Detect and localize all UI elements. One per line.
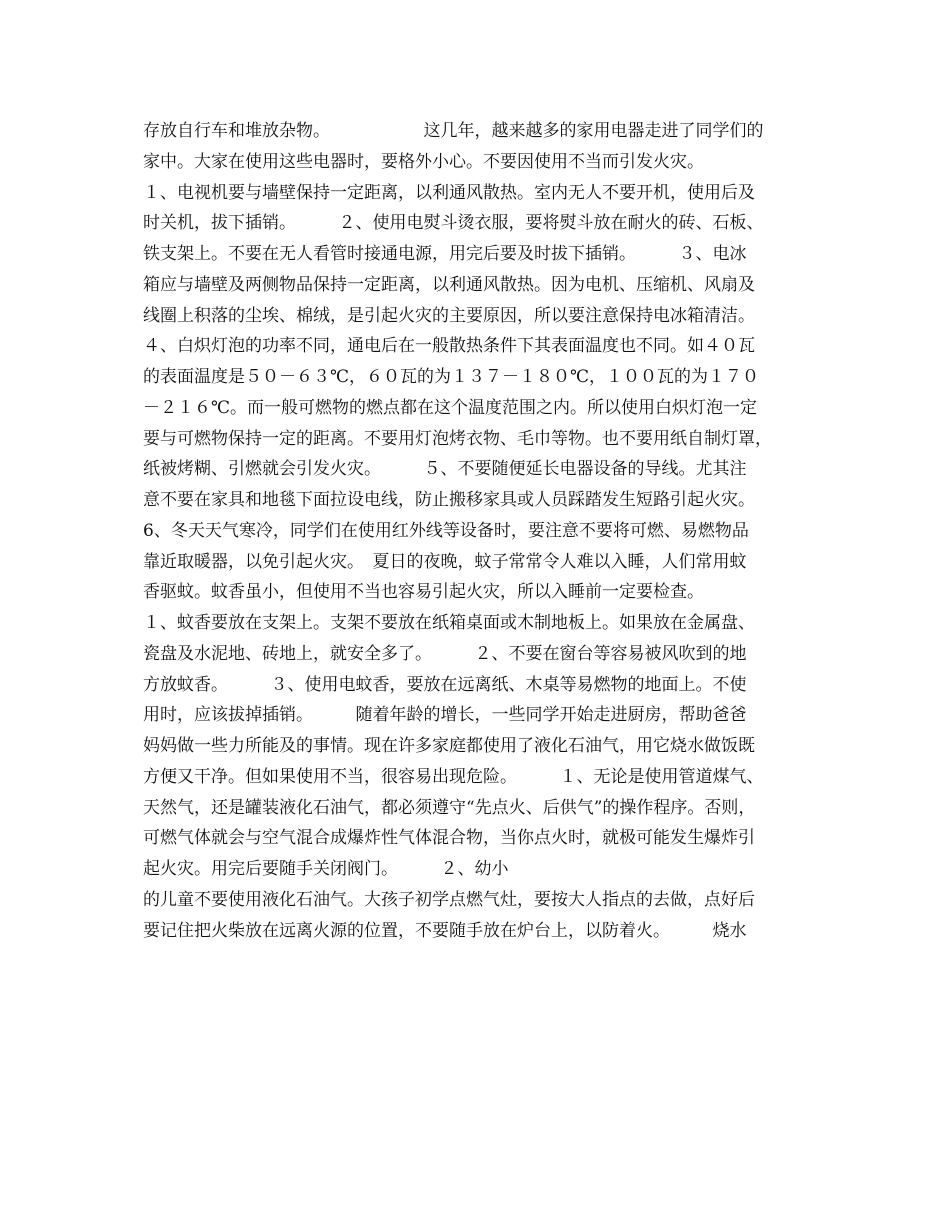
text-line: 靠近取暖器，以免引起火灾。 夏日的夜晚，蚊子常常令人难以入睡，人们常用蚊 xyxy=(143,551,747,572)
text-line: 箱应与墙壁及两侧物品保持一定距离，以利通风散热。因为电机、压缩机、风扇及 xyxy=(143,274,755,295)
text-line: 香驱蚊。蚊香虽小，但使用不当也容易引起火灾，所以入睡前一定要检查。 xyxy=(143,582,704,603)
text-line: 要记住把火柴放在远离火源的位置，不要随手放在炉台上，以防着火。 烧水 xyxy=(143,920,747,941)
text-line: 方放蚊香。 ３、使用电蚊香，要放在远离纸、木桌等易燃物的地面上。不使 xyxy=(143,674,747,695)
text-line: １、蚊香要放在支架上。支架不要放在纸箱桌面或木制地板上。如果放在金属盘、 xyxy=(143,613,755,633)
text-line: 瓷盘及水泥地、砖地上，就安全多了。 ２、不要在窗台等容易被风吹到的地 xyxy=(143,643,747,664)
text-line: 方便又干净。但如果使用不当，很容易出现危险。 １、无论是使用管道煤气、 xyxy=(143,766,764,787)
text-line: 线圈上积落的尘埃、棉绒，是引起火灾的主要原因，所以要注意保持电冰箱清洁。 xyxy=(143,305,755,326)
text-line: 天然气，还是罐装液化石油气，都必须遵守“先点火、后供气”的操作程序。否则， xyxy=(143,797,756,818)
text-line: 用时，应该拔掉插销。 随着年龄的增长，一些同学开始走进厨房，帮助爸爸 xyxy=(143,705,747,726)
text-line: 的儿童不要使用液化石油气。大孩子初学点燃气灶，要按大人指点的去做，点好后 xyxy=(143,889,755,910)
text-line: 纸被烤糊、引燃就会引发火灾。 ５、不要随便延长电器设备的导线。尤其注 xyxy=(143,459,747,480)
text-line: 意不要在家具和地毯下面拉设电线，防止搬移家具或人员踩踏发生短路引起火灾。 xyxy=(143,490,755,510)
text-line: 家中。大家在使用这些电器时，要格外小心。不要因使用不当而引发火灾。 xyxy=(143,151,704,172)
text-line: 6、冬天天气寒冷，同学们在使用红外线等设备时，要注意不要将可燃、易燃物品 xyxy=(143,520,749,541)
text-line: －２１６℃。而一般可燃物的燃点都在这个温度范围之内。所以使用白炽灯泡一定 xyxy=(143,397,758,418)
text-line: 存放自行车和堆放杂物。 这几年，越来越多的家用电器走进了同学们的 xyxy=(143,121,764,141)
body-text xyxy=(143,116,823,946)
text-line: 的表面温度是５０－６３℃，６０瓦的为１３７－１８０℃，１００瓦的为１７０ xyxy=(143,367,760,387)
text-line: 铁支架上。不要在无人看管时接通电源，用完后要及时拔下插销。 ３、电冰 xyxy=(143,244,747,264)
text-line: 妈妈做一些力所能及的事情。现在许多家庭都使用了液化石油气，用它烧水做饭既 xyxy=(143,736,755,756)
text-line: 时关机，拔下插销。 ２、使用电熨斗烫衣服，要将熨斗放在耐火的砖、石板、 xyxy=(143,213,764,234)
text-line: 可燃气体就会与空气混合成爆炸性气体混合物，当你点火时，就极可能发生爆炸引 xyxy=(143,828,755,849)
text-line: ４、白炽灯泡的功率不同，通电后在一般散热条件下其表面温度也不同。如４０瓦 xyxy=(143,336,755,357)
text-line: 要与可燃物保持一定的距离。不要用灯泡烤衣物、毛巾等物。也不要用纸自制灯罩， xyxy=(143,428,772,449)
text-line: １、电视机要与墙壁保持一定距离，以利通风散热。室内无人不要开机，使用后及 xyxy=(143,182,755,203)
text-line: 起火灾。用完后要随手关闭阀门。 ２、幼小 xyxy=(143,859,509,879)
